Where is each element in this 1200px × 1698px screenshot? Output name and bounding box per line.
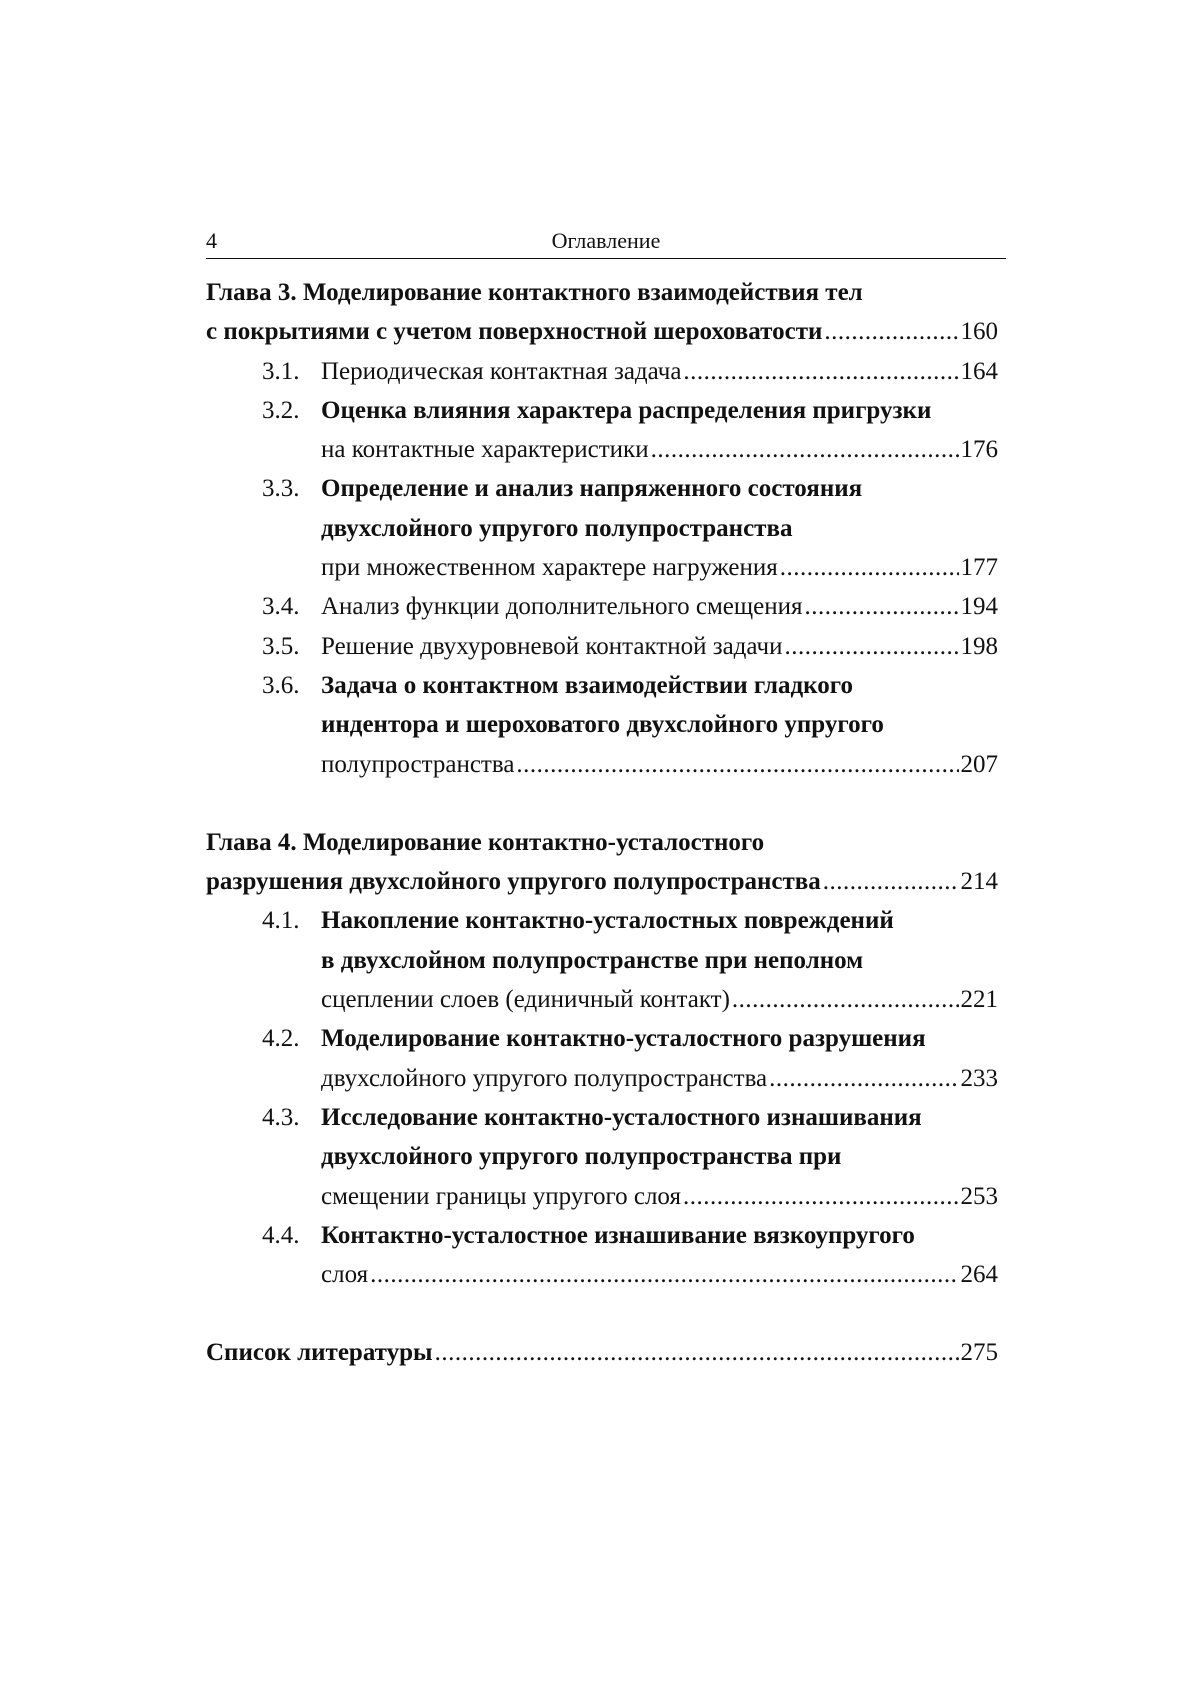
dot-leader [805,587,959,626]
toc-line-last [321,548,998,587]
toc-line-last [321,745,998,784]
toc-section-4-3[interactable] [206,1098,998,1216]
toc-page-number: 194 [960,593,998,621]
toc-line-last [206,1333,998,1372]
toc-section-4-4[interactable] [206,1216,998,1295]
toc-page-number: 164 [960,357,998,385]
toc-page-number: 177 [960,554,998,582]
section-number: 4.2. [262,1025,300,1053]
dot-leader [651,430,959,469]
toc-text: сцеплении слоев (единичный контакт) [321,986,730,1014]
toc-page-number: 207 [960,750,998,778]
toc-text: Периодическая контактная задача [321,357,682,385]
dot-leader [769,1059,958,1098]
running-title: Оглавление [551,228,661,253]
dot-leader [823,862,959,901]
page [206,228,1006,1373]
toc-line: Глава 4. Моделирование контактно-усталостного [206,828,765,856]
toc-section-3-4[interactable] [206,587,998,626]
toc-line: Задача о контактном взаимодействии гладкого [321,671,853,699]
toc-line: в двухслойном полупространстве при неполном [321,946,864,974]
toc-text: слоя [321,1261,369,1289]
section-number: 3.6. [262,671,300,699]
section-number: 3.2. [262,396,300,424]
toc-line: Накопление контактно-усталостных повреждений [321,907,894,935]
toc-line: двухслойного упругого полупространства [321,514,793,542]
toc-section-3-6[interactable] [206,666,998,784]
toc-page-number: 253 [960,1182,998,1210]
toc-page-number: 198 [960,632,998,660]
toc-section-3-1[interactable] [206,352,998,391]
toc-text: при множественном характере нагружения [321,554,778,582]
toc-line-last [321,627,998,666]
dot-leader [516,745,958,784]
toc-line: Исследование контактно-усталостного изнашивания [321,1103,922,1131]
dot-leader [824,312,958,351]
toc-line: индентора и шероховатого двухслойного упругого [321,711,884,739]
toc-line-last [206,862,998,901]
toc-page-number: 214 [960,868,998,896]
toc-line: двухслойного упругого полупространства при [321,1143,842,1171]
section-number: 3.1. [262,357,300,385]
dot-leader [435,1333,959,1372]
section-number: 3.5. [262,632,300,660]
toc-line-last [321,430,998,469]
toc-text: на контактные характеристики [321,436,649,464]
toc-text: смещении границы упругого слоя [321,1182,681,1210]
toc-line: Оценка влияния характера распределения пригрузки [321,396,932,424]
toc-text: полупространства [321,750,515,778]
toc-text: Решение двухуровневой контактной задачи [321,632,783,660]
toc-line-last [321,980,998,1019]
dot-leader [683,1177,959,1216]
toc-page-number: 264 [960,1261,998,1289]
toc-section-3-3[interactable] [206,469,998,587]
toc-line: Глава 3. Моделирование контактного взаимодействия тел [206,279,863,306]
toc-chapter-4[interactable] [206,823,998,1295]
toc-section-4-2[interactable] [206,1019,998,1098]
toc-section-3-2[interactable] [206,391,998,470]
toc-page-number: 233 [960,1064,998,1092]
dot-leader [732,980,959,1019]
toc-line-last [321,352,998,391]
section-number: 4.1. [262,907,300,935]
section-number: 4.4. [262,1221,300,1249]
section-number: 4.3. [262,1103,300,1131]
toc-text: Список литературы [206,1339,433,1367]
toc-line: Моделирование контактно-усталостного разрушения [321,1025,926,1053]
table-of-contents [206,273,998,1373]
toc-line-last [321,1255,998,1294]
toc-section-4-1[interactable] [206,901,998,1019]
toc-section-3-5[interactable] [206,627,998,666]
toc-page-number: 160 [960,318,998,346]
toc-line: Определение и анализ напряженного состояния [321,475,863,503]
toc-line-last [321,1177,998,1216]
running-head [206,228,1006,259]
page-number: 4 [206,228,217,253]
dot-leader [780,548,959,587]
toc-page-number: 275 [960,1339,998,1367]
toc-text: Анализ функции дополнительного смещения [321,593,803,621]
toc-page-number: 176 [960,436,998,464]
toc-line-last [321,1059,998,1098]
section-number: 3.4. [262,593,300,621]
toc-text: разрушения двухслойного упругого полупространства [206,868,821,896]
dot-leader [370,1255,958,1294]
dot-leader [683,352,958,391]
toc-line: Контактно-усталостное изнашивание вязкоупругого [321,1221,915,1249]
toc-page-number: 221 [960,986,998,1014]
toc-line-last [206,312,998,351]
section-number: 3.3. [262,475,300,503]
dot-leader [784,627,958,666]
toc-text: двухслойного упругого полупространства [321,1064,768,1092]
toc-references[interactable] [206,1333,998,1372]
toc-chapter-3[interactable] [206,273,998,784]
toc-text: с покрытиями с учетом поверхностной шероховатости [206,318,823,346]
toc-line-last [321,587,998,626]
